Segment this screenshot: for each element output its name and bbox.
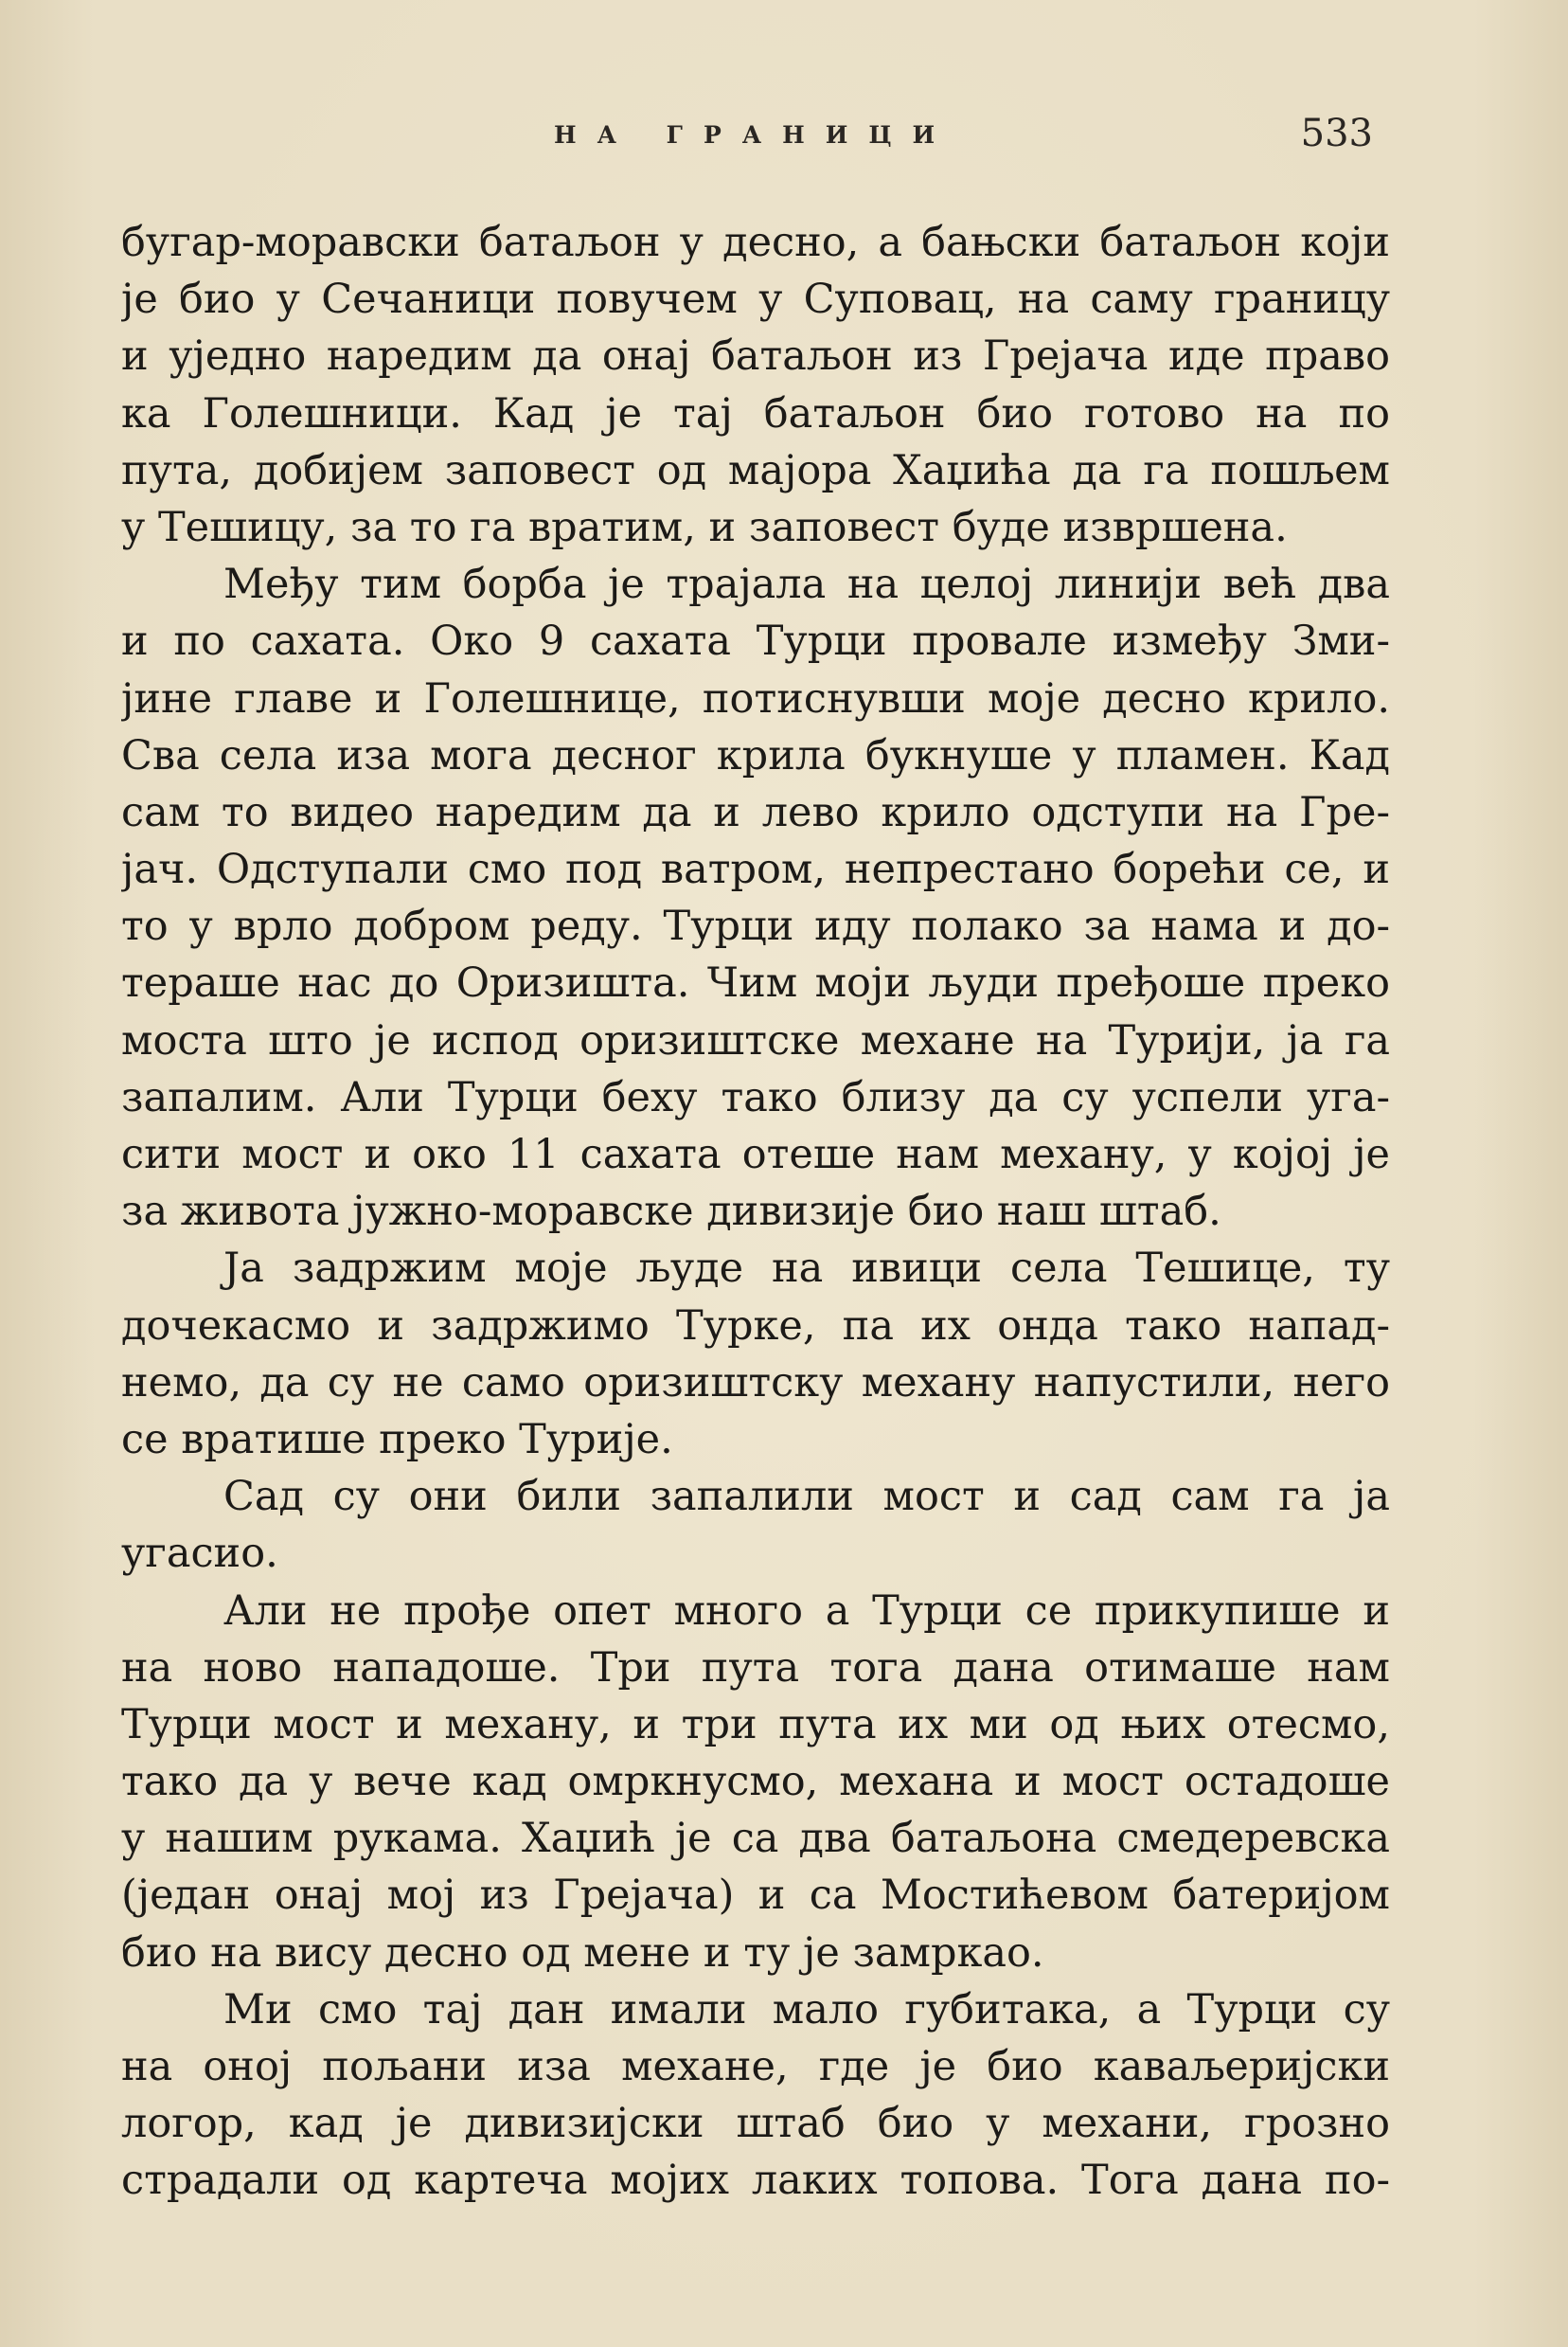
text-line: моста што је испод оризиштске механе на Турији, ја га bbox=[121, 1016, 1390, 1065]
text-line: у Тешицу, за то га вратим, и заповест буде извршена. bbox=[121, 503, 1288, 551]
text-line: Ми смо тај дан имали мало губитака, а Турци су bbox=[223, 1985, 1390, 2033]
text-line: Турци мост и механу, и три пута их ми од њих отесмо, bbox=[121, 1700, 1390, 1748]
text-line: тераше нас до Оризишта. Чим моји људи пређоше преко bbox=[121, 959, 1390, 1008]
text-line: јине главе и Голешнице, потиснувши моје десно крило. bbox=[121, 674, 1390, 723]
text-line: за живота јужно-моравске дивизије био наш штаб. bbox=[121, 1188, 1221, 1236]
text-line: био на вису десно од мене и ту је замркао. bbox=[121, 1928, 1044, 1977]
text-line: сам то видео наредим да и лево крило одступи на Гре- bbox=[121, 788, 1390, 836]
text-line: ка Голешници. Кад је тај батаљон био готово на по bbox=[121, 389, 1390, 438]
text-line: дочекасмо и задржимо Турке, па их онда тако напад- bbox=[121, 1301, 1390, 1350]
text-line: немо, да су не само оризиштску механу напустили, него bbox=[121, 1358, 1390, 1406]
text-line: запалим. Али Турци беху тако близу да су успели уга- bbox=[121, 1073, 1390, 1121]
text-line: на оној пољани иза механе, где је био каваљеријски bbox=[121, 2043, 1390, 2090]
text-line: Ја задржим моје људе на ивици села Тешице, ту bbox=[223, 1245, 1390, 1293]
text-line: на ново нападоше. Три пута тога дана отимаше нам bbox=[121, 1643, 1390, 1692]
text-line: Сад су они били запалили мост и сад сам га ја bbox=[223, 1473, 1390, 1521]
text-line: то у врло добром реду. Турци иду полако за нама и до- bbox=[121, 903, 1390, 951]
text-line: је био у Сечаници повучем у Суповац, на саму границу bbox=[121, 276, 1390, 324]
text-line: Међу тим борба је трајала на целој линији већ два bbox=[223, 561, 1390, 609]
text-line: Али не прође опет много а Турци се прикупише и bbox=[223, 1586, 1390, 1635]
text-line: се вратише преко Турије. bbox=[121, 1415, 673, 1463]
body-text bbox=[121, 214, 1390, 2210]
text-line: тако да у вече кад омркнусмо, механа и мост остадоше bbox=[121, 1758, 1390, 1806]
text-line: пута, добијем заповест од мајора Хаџића да га пошљем bbox=[121, 446, 1390, 494]
text-line: сити мост и око 11 сахата отеше нам механу, у којој је bbox=[121, 1131, 1390, 1178]
text-line: угасио. bbox=[121, 1530, 278, 1578]
text-line: (један онај мој из Грејача) и са Мостићевом батеријом bbox=[121, 1872, 1390, 1920]
text-line: јач. Одступали смо под ватром, непрестано борећи се, и bbox=[121, 846, 1390, 894]
text-line: у нашим рукама. Хаџић је са два батаљона смедеревска bbox=[121, 1815, 1390, 1863]
text-line: логор, кад је дивизијски штаб био у механи, грозно bbox=[121, 2100, 1390, 2148]
running-title: НА ГРАНИЦИ bbox=[554, 121, 956, 149]
text-line: страдали од картеча мојих лаких топова. Тога дана по- bbox=[121, 2157, 1390, 2205]
text-line: Сва села иза мога десног крила букнуше у пламен. Кад bbox=[121, 731, 1390, 779]
text-line: бугар-моравски батаљон у десно, а бањски батаљон који bbox=[121, 219, 1390, 266]
text-line: и по сахата. Око 9 сахата Турци провале између Зми- bbox=[121, 618, 1390, 666]
page-number: 533 bbox=[1300, 112, 1373, 155]
text-line: и уједно наредим да онај батаљон из Грејача иде право bbox=[121, 332, 1390, 381]
